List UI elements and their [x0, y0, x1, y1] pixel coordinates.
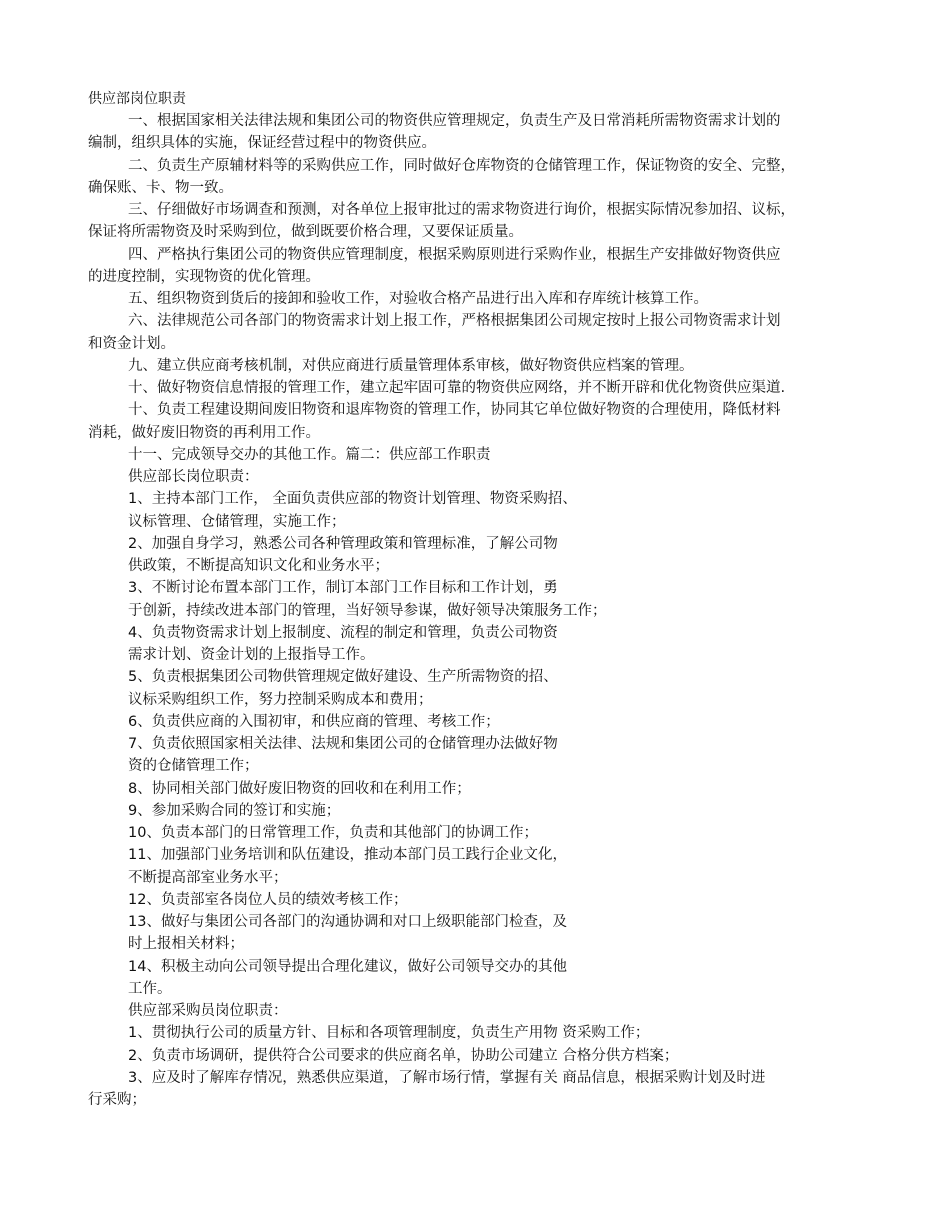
text-line: 供政策，不断提高知识文化和业务水平；: [128, 558, 389, 574]
text-line: 十、做好物资信息情报的管理工作，建立起牢固可靠的物资供应网络，并不断开辟和优化物资供应渠道.: [128, 380, 786, 396]
text-line: 5、负责根据集团公司物供管理规定做好建设、生产所需物资的招、: [128, 669, 558, 686]
text-line: 三、仔细做好市场调查和预测，对各单位上报审批过的需求物资进行询价，根据实际情况参加招、议标，: [128, 202, 795, 218]
text-line: 消耗，做好废旧物资的再利用工作。: [88, 424, 320, 441]
text-line: 不断提高部室业务水平；: [128, 869, 288, 886]
text-line: 九、建立供应商考核机制，对供应商进行质量管理体系审核，做好物资供应档案的管理。: [128, 357, 694, 374]
text-line: 时上报相关材料；: [128, 936, 244, 953]
text-line: 四、严格执行集团公司的物资供应管理制度，根据采购原则进行采购作业，根据生产安排做好物资供应: [128, 246, 781, 263]
text-line: 14、积极主动向公司领导提出合理化建议，做好公司领导交办的其他: [128, 958, 567, 975]
text-line: 六、法律规范公司各部门的物资需求计划上报工作，严格根据集团公司规定按时上报公司物资需求计划: [128, 313, 781, 330]
text-line: 的进度控制，实现物资的优化管理。: [88, 268, 320, 285]
text-line: 8、协同相关部门做好废旧物资的回收和在利用工作；: [128, 780, 471, 797]
text-line: 资的仓储管理工作；: [128, 758, 259, 775]
text-line: 1、主持本部门工作， 全面负责供应部的物资计划管理、物资采购招、: [128, 491, 577, 508]
text-line: 4、负责物资需求计划上报制度、流程的制定和管理，负责公司物资: [128, 624, 558, 641]
text-line: 一、根据国家相关法律法规和集团公司的物资供应管理规定，负责生产及日常消耗所需物资需求计划的: [128, 113, 781, 129]
text-line: 3、不断讨论布置本部门工作，制订本部门工作目标和工作计划，勇: [128, 580, 558, 597]
text-line: 编制，组织具体的实施，保证经营过程中的物资供应。: [88, 135, 436, 152]
text-line: 二、负责生产原辅材料等的采购供应工作，同时做好仓库物资的仓储管理工作，保证物资的安全、完整，: [128, 157, 795, 174]
text-line: 工作。: [128, 980, 172, 997]
text-line: 于创新，持续改进本部门的管理，当好领导参谋，做好领导决策服务工作；: [128, 602, 607, 619]
text-line: 10、负责本部门的日常管理工作，负责和其他部门的协调工作；: [128, 825, 538, 841]
text-line: 6、负责供应商的入围初审，和供应商的管理、考核工作；: [128, 713, 500, 730]
text-line: 供应部长岗位职责：: [128, 469, 259, 485]
text-line: 十、负责工程建设期间废旧物资和退库物资的管理工作，协同其它单位做好物资的合理使用，降低材料: [128, 402, 781, 419]
text-line: 13、做好与集团公司各部门的沟通协调和对口上级职能部门检查，及: [128, 914, 567, 930]
text-line: 行采购；: [88, 1092, 146, 1108]
text-line: 7、负责依照国家相关法律、法规和集团公司的仓储管理办法做好物: [128, 736, 558, 752]
text-line: 确保账、卡、物一致。: [88, 179, 233, 196]
text-line: 2、负责市场调研，提供符合公司要求的供应商名单，协助公司建立 合格分供方档案；: [128, 1047, 679, 1064]
text-line: 3、应及时了解库存情况，熟悉供应渠道，了解市场行情，掌握有关 商品信息，根据采购计划及时进: [128, 1069, 766, 1086]
text-line: 议标采购组织工作，努力控制采购成本和费用；: [128, 691, 433, 708]
text-line: 2、加强自身学习，熟悉公司各种管理政策和管理标准，了解公司物: [128, 535, 558, 552]
text-line: 12、负责部室各岗位人员的绩效考核工作；: [128, 891, 408, 908]
text-line: 五、组织物资到货后的接卸和验收工作，对验收合格产品进行出入库和存库统计核算工作。: [128, 291, 708, 307]
text-line: 保证将所需物资及时采购到位，做到既要价格合理，又要保证质量。: [88, 224, 523, 241]
document-body: [88, 110, 872, 1111]
text-line: 9、参加采购合同的签订和实施；: [128, 802, 341, 819]
text-line: 1、贯彻执行公司的质量方针、目标和各项管理制度，负责生产用物 资采购工作；: [128, 1025, 650, 1042]
text-line: 11、加强部门业务培训和队伍建设，推动本部门员工践行企业文化，: [128, 847, 567, 864]
document-title: 供应部岗位职责: [88, 91, 186, 107]
text-line: 议标管理、仓储管理，实施工作；: [128, 513, 346, 530]
text-line: 供应部采购员岗位职责：: [128, 1003, 288, 1019]
text-line: 和资金计划。: [88, 335, 175, 352]
text-line: 需求计划、资金计划的上报指导工作。: [128, 647, 375, 663]
text-line: 十一、完成领导交办的其他工作。篇二：供应部工作职责: [128, 446, 491, 463]
